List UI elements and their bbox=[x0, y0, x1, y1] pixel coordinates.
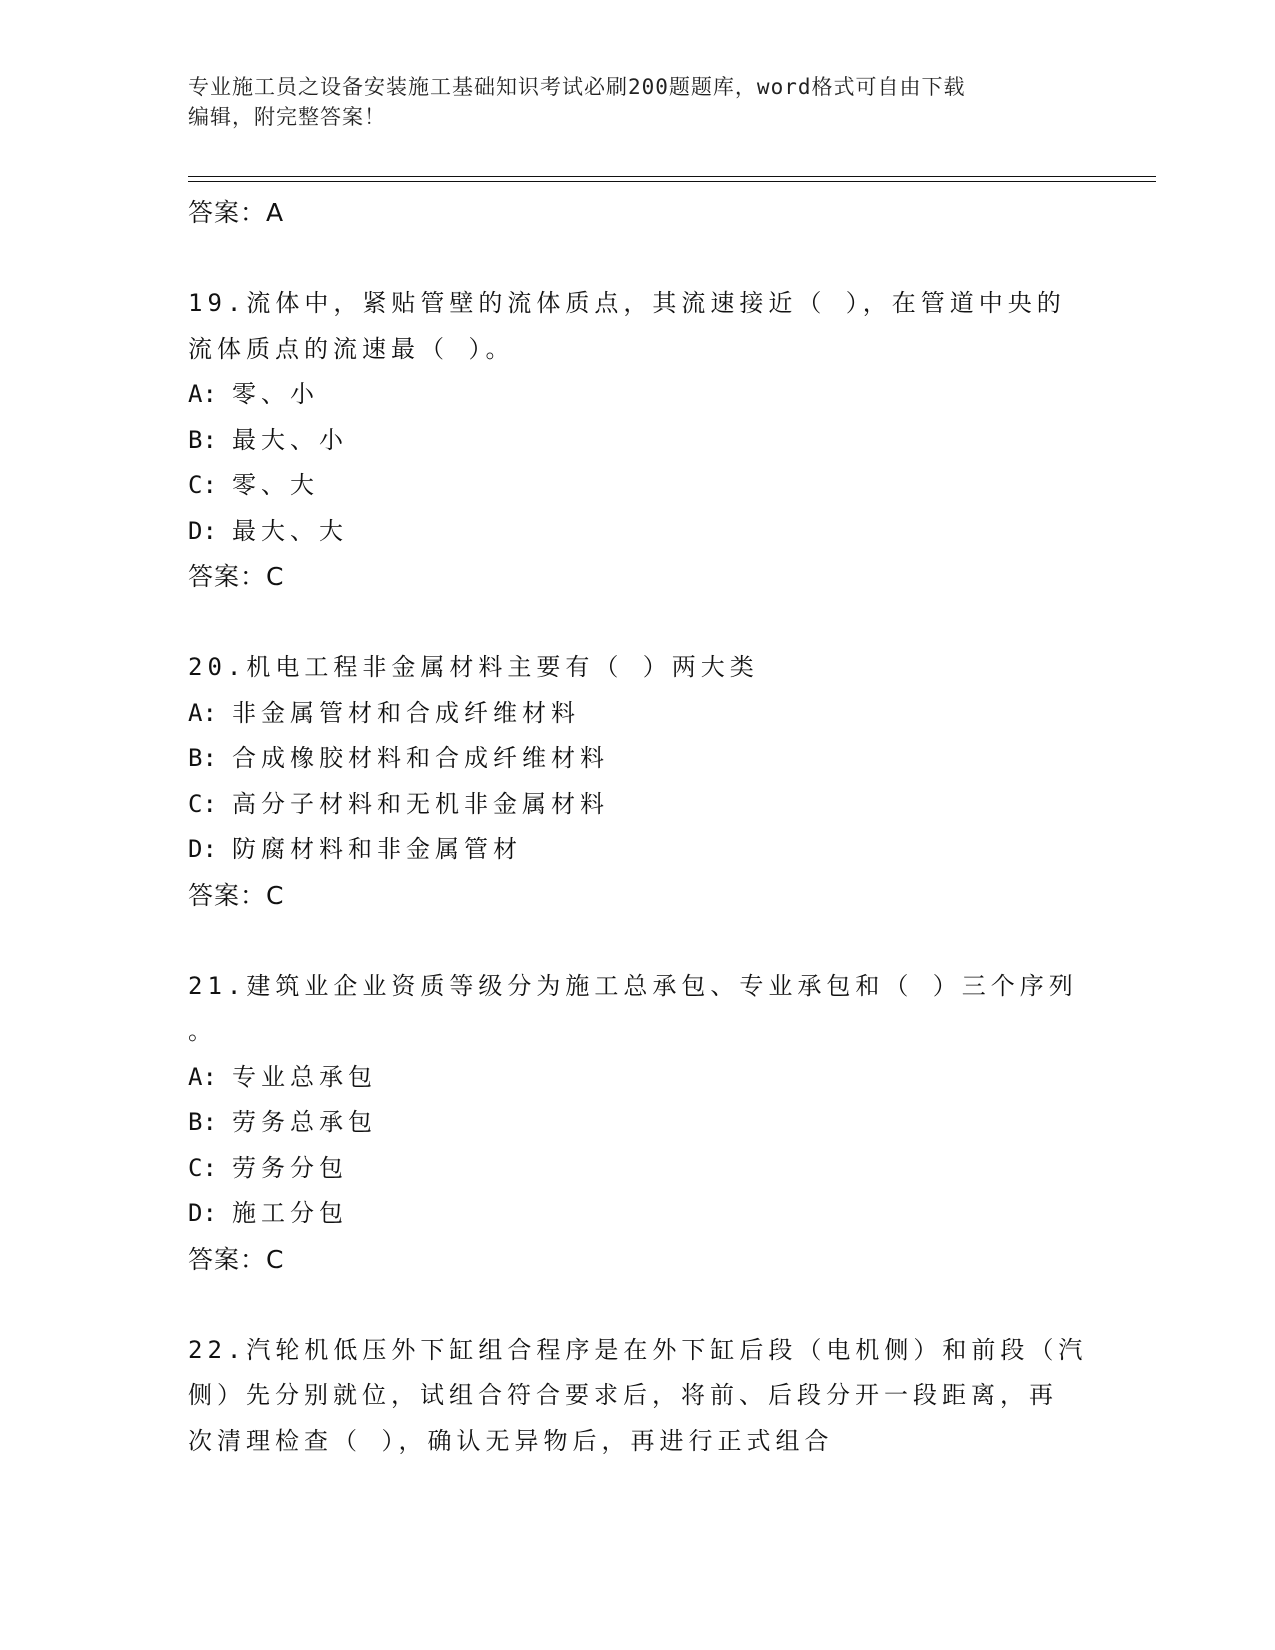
answer-label: 答案： bbox=[188, 880, 267, 910]
answer-value: C bbox=[266, 562, 285, 591]
answer-value: A bbox=[266, 198, 285, 227]
option-a bbox=[188, 1055, 1088, 1101]
option-d bbox=[188, 827, 1088, 873]
question-21 bbox=[188, 964, 1088, 1283]
answer-label: 答案： bbox=[188, 1244, 267, 1274]
option-key: D: bbox=[188, 516, 217, 545]
option-c bbox=[188, 782, 1088, 828]
question-text-line: 20.机电工程非金属材料主要有（ ）两大类 bbox=[188, 653, 759, 681]
option-text: 防腐材料和非金属管材 bbox=[232, 835, 522, 863]
option-key: C: bbox=[188, 471, 217, 499]
option-d bbox=[188, 509, 1088, 555]
option-b bbox=[188, 418, 1088, 464]
option-text: 零、小 bbox=[232, 380, 319, 408]
document-header bbox=[188, 72, 1068, 132]
option-b bbox=[188, 736, 1088, 782]
answer-value: C bbox=[266, 880, 285, 910]
question-19 bbox=[188, 281, 1088, 600]
option-text: 专业总承包 bbox=[232, 1062, 377, 1091]
question-20 bbox=[188, 645, 1088, 918]
header-rule-top bbox=[188, 176, 1156, 177]
option-key: B: bbox=[188, 744, 217, 772]
option-c bbox=[188, 463, 1088, 509]
option-text: 最大、小 bbox=[232, 425, 348, 454]
question-answer bbox=[188, 554, 1088, 600]
option-b bbox=[188, 1100, 1088, 1146]
question-text-line: 。 bbox=[188, 1017, 217, 1045]
question-list bbox=[188, 190, 1088, 1464]
option-text: 合成橡胶材料和合成纤维材料 bbox=[232, 744, 609, 772]
answer-label: 答案： bbox=[188, 198, 267, 227]
option-key: D: bbox=[188, 835, 217, 863]
option-key: B: bbox=[188, 425, 217, 454]
question-text-line: 次清理检查（ ），确认无异物后，再进行正式组合 bbox=[188, 1426, 834, 1455]
question-answer bbox=[188, 1237, 1088, 1283]
option-key: A: bbox=[188, 380, 217, 408]
option-a bbox=[188, 691, 1088, 737]
option-key: C: bbox=[188, 789, 217, 818]
answer-label: 答案： bbox=[188, 562, 267, 591]
option-d bbox=[188, 1191, 1088, 1237]
option-text: 施工分包 bbox=[232, 1199, 348, 1227]
option-text: 零、大 bbox=[232, 471, 319, 499]
option-text: 最大、大 bbox=[232, 516, 348, 545]
option-a bbox=[188, 372, 1088, 418]
option-text: 高分子材料和无机非金属材料 bbox=[232, 789, 609, 818]
option-key: A: bbox=[188, 698, 217, 727]
option-c bbox=[188, 1146, 1088, 1192]
question-22 bbox=[188, 1328, 1088, 1465]
answer-value: C bbox=[266, 1244, 285, 1274]
previous-answer bbox=[188, 190, 1088, 236]
header-title-line-2: 编辑，附完整答案！ bbox=[188, 105, 386, 129]
option-key: C: bbox=[188, 1153, 217, 1182]
option-key: B: bbox=[188, 1108, 217, 1136]
question-text-line: 21.建筑业企业资质等级分为施工总承包、专业承包和（ ）三个序列 bbox=[188, 971, 1078, 1000]
header-rule-bottom bbox=[188, 181, 1156, 182]
question-answer bbox=[188, 873, 1088, 919]
option-text: 非金属管材和合成纤维材料 bbox=[232, 698, 580, 727]
question-text-line: 22.汽轮机低压外下缸组合程序是在外下缸后段（电机侧）和前段（汽 bbox=[188, 1335, 1088, 1364]
question-text-line: 流体质点的流速最（ ）。 bbox=[188, 334, 515, 363]
question-text-line: 19.流体中，紧贴管壁的流体质点，其流速接近（ ），在管道中央的 bbox=[188, 289, 1066, 317]
option-text: 劳务总承包 bbox=[232, 1108, 377, 1136]
option-text: 劳务分包 bbox=[232, 1153, 348, 1182]
header-title-line-1: 专业施工员之设备安装施工基础知识考试必刷200题题库，word格式可自由下载 bbox=[188, 75, 966, 99]
question-text-line: 侧）先分别就位，试组合符合要求后，将前、后段分开一段距离，再 bbox=[188, 1381, 1058, 1409]
option-key: D: bbox=[188, 1199, 217, 1227]
option-key: A: bbox=[188, 1062, 217, 1091]
